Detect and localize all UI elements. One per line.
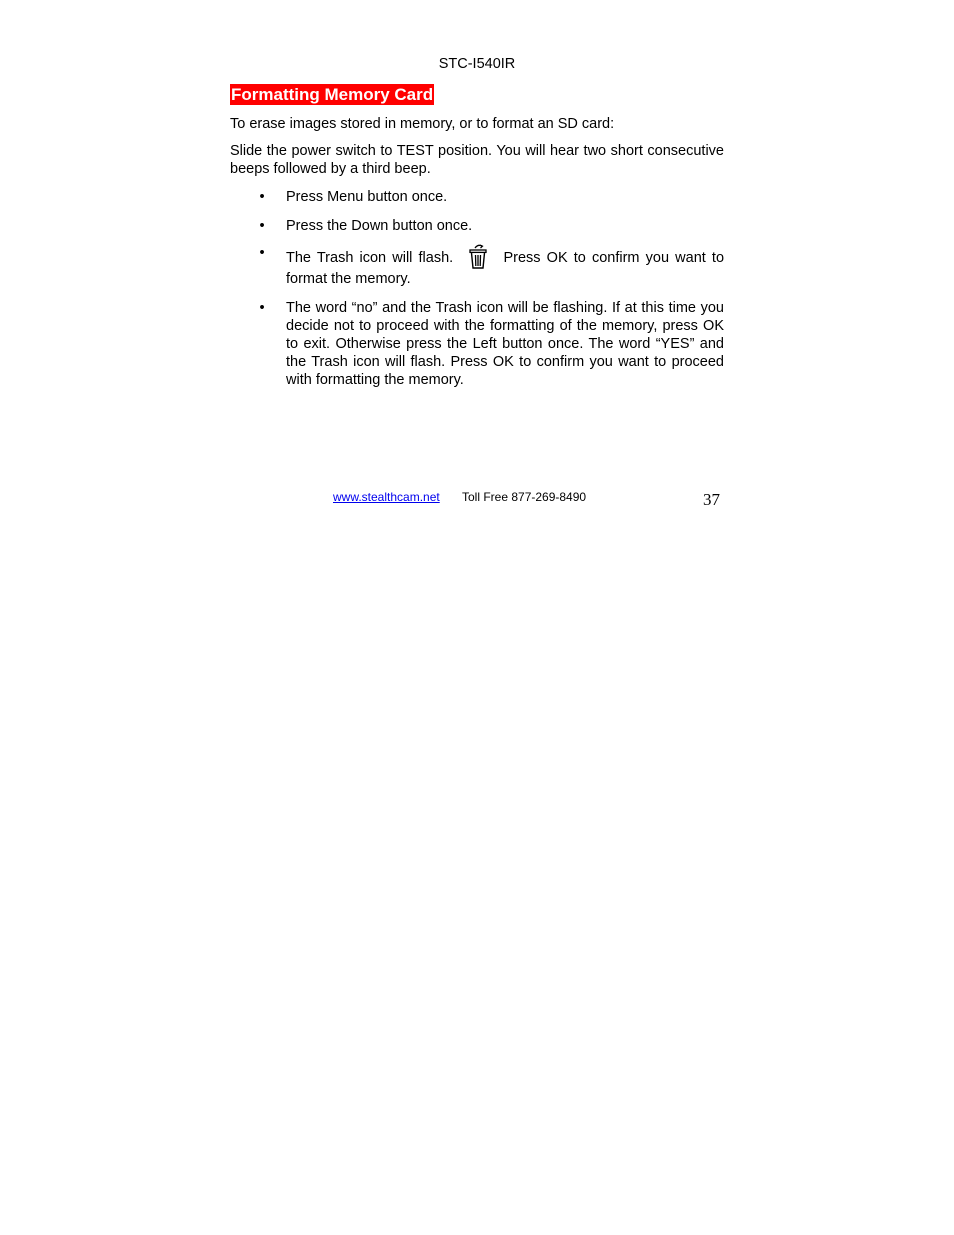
list-item-text: The word “no” and the Trash icon will be flashing. If at this time you decide not to proceed with the formatting of the memory, press OK to exit. Otherwise press the Left button once. The word “YES” and the Trash icon will flash. Press OK to confirm you want to proceed with formatting the memory. <box>286 300 724 388</box>
page-number: 37 <box>703 490 720 509</box>
bullet-icon: • <box>259 245 265 261</box>
steps-list <box>257 188 724 389</box>
list-item <box>257 188 724 206</box>
list-item-text: Press Menu button once. <box>286 189 448 205</box>
list-item <box>257 299 724 389</box>
bullet-icon: • <box>259 189 265 205</box>
bullet-icon: • <box>259 300 265 316</box>
instruction-paragraph: Slide the power switch to TEST position. You will hear two short consecutive beeps followed by a third beep. <box>230 143 724 177</box>
section-title: Formatting Memory Card <box>231 85 434 104</box>
list-item-text: Press the Down button once. <box>286 218 473 234</box>
bullet-icon: • <box>259 218 265 234</box>
website-link[interactable]: www.stealthcam.net <box>333 490 440 504</box>
list-item <box>257 217 724 235</box>
model-header: STC-I540IR <box>438 56 516 72</box>
list-item-text-after-icon: Press OK to confirm you want to format the memory. <box>286 250 725 287</box>
trash-icon <box>467 244 489 270</box>
list-item-text-before-icon: The Trash icon will flash. <box>286 250 454 266</box>
list-item <box>257 244 724 288</box>
toll-free-phone: Toll Free 877-269-8490 <box>462 490 587 504</box>
intro-paragraph: To erase images stored in memory, or to format an SD card: <box>230 116 615 132</box>
